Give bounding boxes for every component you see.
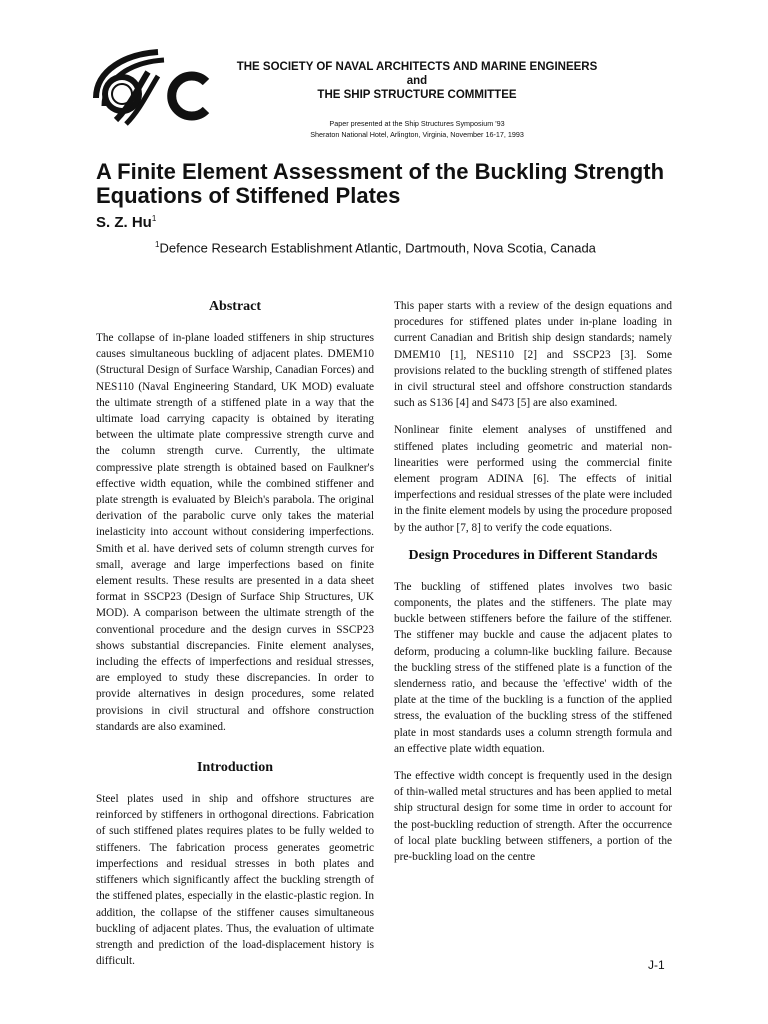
author (96, 214, 156, 231)
society-header (232, 60, 602, 102)
left-column (96, 298, 374, 980)
page-number: J-1 (648, 958, 665, 972)
society-line3: THE SHIP STRUCTURE COMMITTEE (317, 89, 517, 101)
right-paragraph-2: Nonlinear finite element analyses of unstiffened and stiffened plates including geometric and material non-linearities were performed using the commercial finite element program ADINA [6]. The effects of initial imperfections and residual stresses of the plate were included in the finite element models by using the procedure proposed by the author [7, 8] to verify the code equations. (394, 424, 672, 534)
right-paragraph-1: This paper starts with a review of the design equations and procedures for stiffened plates under in-plane loading in current Canadian and British ship design standards; namely DMEM10 [1], NES110 [2] and SSCP23 [3]. Some provisions related to the buckling strength of stiffened plates in civil structural steel and offshore construction standards such as S136 [4] and S473 [5] are also examined. (394, 300, 672, 410)
paper-note1: Paper presented at the Ship Structures Symposium '93 (329, 119, 505, 128)
author-sup: 1 (151, 214, 157, 223)
right-column (394, 298, 672, 876)
introduction-heading: Introduction (197, 760, 273, 776)
affiliation-text: Defence Research Establishment Atlantic, Dartmouth, Nova Scotia, Canada (159, 240, 596, 256)
ssc-logo (86, 48, 218, 128)
abstract-heading: Abstract (208, 299, 262, 314)
society-line1: THE SOCIETY OF NAVAL ARCHITECTS AND MARINE ENGINEERS (236, 61, 598, 73)
abstract-text: The collapse of in-plane loaded stiffeners in ship structures causes simultaneous buckling of adjacent plates. DMEM10 (Structural Design of Surface Warship, Canadian Forces) and NES110 (Naval Engineering Standard, UK MOD) evaluate the ultimate strength of a stiffened plate in a way that the ultimate load carrying capacity is obtained by iterating between the ultimate plate compressive strength curve and the column strength curve. Currently, the ultimate compressive plate strength is obtained based on Faulkner's effective width equation, while the combined stiffener and plate strength is evaluated by Bleich's parabola. The original derivation of the parabolic curve only takes the material inelasticity into account without considering imperfections. Smith et al. have derived sets of column strength curves for small, average and large imperfections based on finite element results. These results are presented in a data sheet format in SSCP23 (Design of Surface Ship Structures, UK MOD). A comparison between the ultimate strength of the conventional procedure and the design curves in SSCP23 shows substantial discrepancies. Finite element analyses, including the effects of imperfections and residual stresses, are employed to study these discrepancies. In order to provide alternatives in design procedures, some related provisions in civil structural and offshore construction standards are also examined. (96, 332, 374, 733)
introduction-text: Steel plates used in ship and offshore structures are reinforced by stiffeners in orthogonal directions. Fabrication of such stiffened plates requires plates to be fully welded to stiffeners. The fabrication process generates geometric imperfections and residual stresses in both plates and stiffeners which significantly affect the buckling strength of the stiffened plates, especially in the elastic-plastic region. In addition, the collapse of the stiffener causes simultaneous buckling of adjacent plates. Thus, the evaluation of ultimate strength and prediction of the load-displacement history is difficult. (96, 793, 374, 968)
design-paragraph-2: The effective width concept is frequently used in the design of thin-walled metal structures and has been applied to metal ship structural design for some time in order to account for the post-buckling reduction of strength. After the occurrence of local plate buckling between stiffeners, a portion of the pre-buckling load on the centre (394, 770, 672, 864)
paper-note2: Sheraton National Hotel, Arlington, Virginia, November 16-17, 1993 (310, 130, 524, 139)
affiliation-sup: 1 (155, 240, 160, 249)
paper-title: A Finite Element Assessment of the Buckling Strength Equations of Stiffened Plates (96, 159, 665, 208)
author-name: S. Z. Hu (96, 214, 152, 231)
design-paragraph-1: The buckling of stiffened plates involves two basic components, the plates and the stiffeners. The plate may buckle between stiffeners before the failure of the stiffener. The stiffener may buckle and cause the adjacent plates to deform, producing a column-like buckling failure. Because the buckling stress of the stiffened plate is a function of the slenderness ratio, and because the 'effective' width of the plate at the time of the buckling is a function of the applied stress, the evaluation of the buckling stress of the stiffened plate in most standards uses a column strength formula and an effective plate width equation. (394, 580, 672, 755)
paper-info (292, 118, 542, 140)
society-line2: and (406, 75, 428, 87)
design-heading: Design Procedures in Different Standards (408, 547, 658, 563)
affiliation (155, 240, 596, 255)
